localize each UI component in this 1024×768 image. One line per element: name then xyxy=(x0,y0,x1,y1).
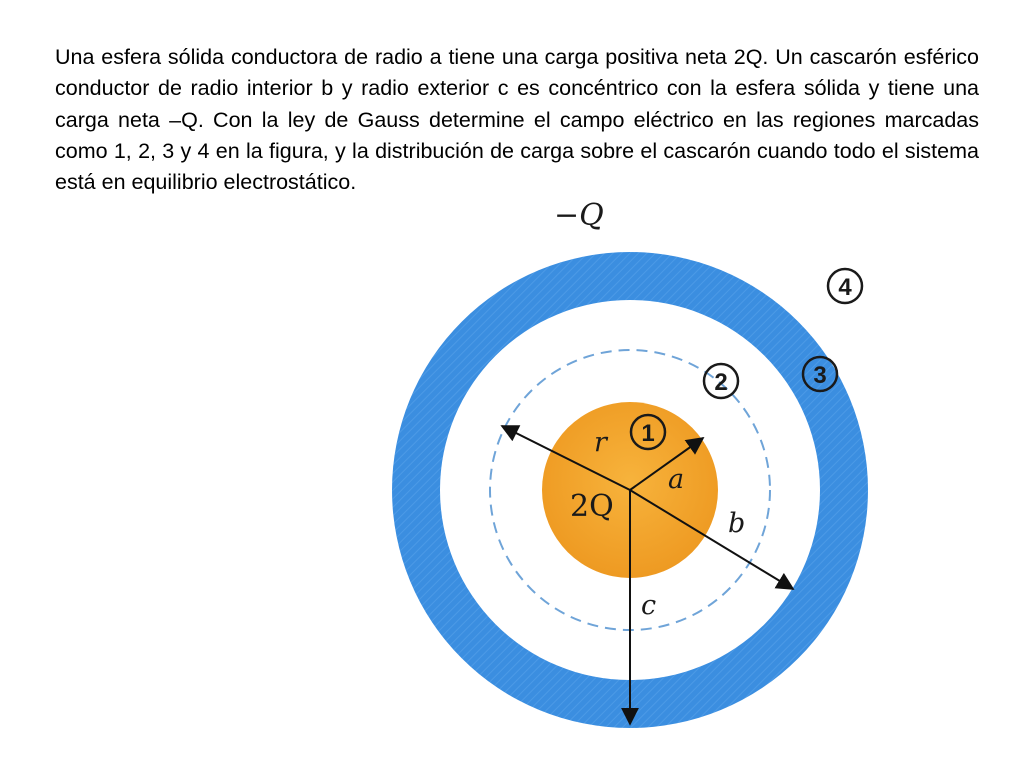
radius-a-label: a xyxy=(668,464,685,495)
shell-charge-label: −Q xyxy=(554,198,604,233)
svg-text:2: 2 xyxy=(714,369,728,396)
sphere-charge-label: 2Q xyxy=(570,489,614,524)
radius-c-label: c xyxy=(641,590,657,621)
svg-text:4: 4 xyxy=(838,274,852,301)
svg-text:3: 3 xyxy=(813,362,827,389)
gauss-diagram xyxy=(380,185,900,745)
problem-statement: Una esfera sólida conductora de radio a tiene una carga positiva neta 2Q. Un cascarón esférico conductor de radio interior b y radio exterior c es concéntrico con la esfera sólida y tiene una carga neta –Q. Con la ley de Gauss determine el campo eléctrico en las regiones marcadas como 1, 2, 3 y 4 en la figura, y la distribución de carga sobre el cascarón cuando todo el sistema está en equilibrio electrostático. xyxy=(55,45,979,195)
region-4-marker xyxy=(828,269,862,303)
radius-r-label: r xyxy=(594,427,607,458)
svg-text:1: 1 xyxy=(641,420,655,447)
radius-b-label: b xyxy=(728,508,746,539)
